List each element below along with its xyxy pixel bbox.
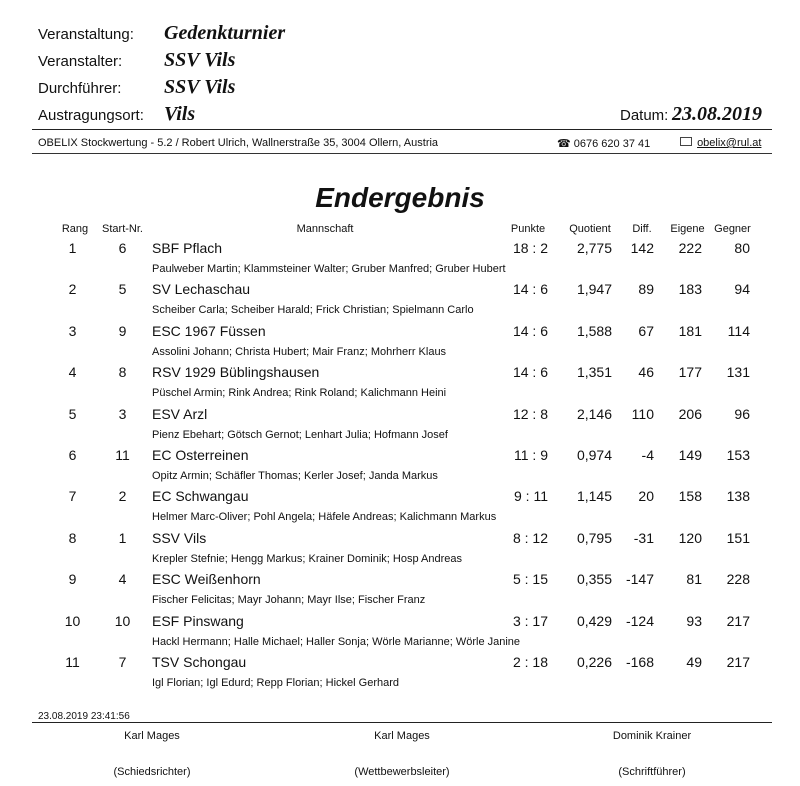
cell-eigene: 120	[678, 529, 702, 546]
cell-eigene: 93	[686, 612, 702, 629]
cell-gegner: 217	[726, 612, 750, 629]
cell-diff: 20	[638, 488, 654, 505]
cell-punkte: 9 : 11	[514, 488, 548, 505]
cell-gegner: 151	[726, 529, 750, 546]
signature-role-2: (Wettbewerbsleiter)	[354, 766, 450, 778]
cell-players: Assolini Johann; Christa Hubert; Mair Franz; Mohrherr Klaus	[152, 345, 447, 358]
cell-players: Igl Florian; Igl Edurd; Repp Florian; Hickel Gerhard	[152, 677, 399, 689]
cell-startnr: 3	[118, 405, 127, 422]
cell-punkte: 8 : 12	[512, 529, 548, 546]
col-eigene: Eigene	[670, 223, 705, 235]
signature-role-1: (Schiedsrichter)	[113, 766, 191, 778]
phone-block	[557, 137, 650, 150]
cell-diff: -147	[625, 571, 654, 588]
cell-diff: 142	[630, 240, 654, 256]
cell-eigene: 183	[678, 281, 702, 298]
cell-punkte: 14 : 6	[512, 364, 548, 381]
cell-team: SBF Pflach	[152, 240, 223, 256]
cell-rang: 8	[68, 529, 77, 546]
cell-punkte: 2 : 18	[512, 654, 548, 670]
col-quotient: Quotient	[569, 223, 611, 235]
label-austragungsort: Austragungsort:	[38, 107, 144, 124]
signature-role-3: (Schriftführer)	[618, 766, 686, 778]
cell-diff: 89	[638, 281, 654, 298]
cell-gegner: 96	[734, 405, 750, 422]
cell-startnr: 11	[115, 447, 130, 463]
cell-players: Püschel Armin; Rink Andrea; Rink Roland; Kalichmann Heini	[152, 387, 447, 400]
cell-rang: 5	[68, 405, 77, 422]
col-gegner: Gegner	[714, 223, 751, 235]
cell-rang: 7	[68, 488, 77, 505]
cell-startnr: 8	[118, 364, 127, 381]
cell-punkte: 5 : 15	[512, 571, 548, 588]
cell-team: TSV Schongau	[152, 654, 247, 670]
col-punkte: Punkte	[510, 223, 546, 235]
cell-rang: 1	[68, 240, 77, 256]
cell-team: EC Osterreinen	[152, 447, 249, 463]
phone-icon: ☎	[557, 138, 571, 150]
cell-eigene: 206	[678, 405, 702, 422]
cell-eigene: 222	[678, 240, 702, 256]
cell-team: SV Lechaschau	[152, 281, 251, 298]
cell-startnr: 2	[118, 488, 127, 505]
cell-punkte: 14 : 6	[512, 322, 548, 339]
phone-number: 0676 620 37 41	[573, 138, 651, 150]
cell-eigene: 177	[678, 364, 702, 381]
cell-team: ESV Arzl	[152, 405, 208, 422]
cell-startnr: 1	[118, 529, 127, 546]
cell-gegner: 153	[726, 447, 750, 463]
cell-quotient: 0,226	[576, 654, 612, 670]
timestamp: 23.08.2019 23:41:56	[38, 711, 130, 722]
cell-players: Hackl Hermann; Halle Michael; Haller Sonja; Wörle Marianne; Wörle Janine	[152, 635, 521, 648]
cell-team: ESC Weißenhorn	[152, 571, 261, 588]
cell-diff: 110	[631, 405, 654, 422]
cell-team: ESF Pinswang	[152, 612, 244, 629]
signature-name-3: Dominik Krainer	[612, 730, 692, 742]
mail-icon	[680, 137, 692, 146]
cell-gegner: 80	[734, 240, 750, 256]
cell-eigene: 181	[678, 322, 702, 339]
cell-players: Helmer Marc-Oliver; Pohl Angela; Häfele Andreas; Kalichmann Markus	[152, 511, 497, 524]
cell-team: SSV Vils	[152, 529, 207, 546]
cell-quotient: 0,429	[576, 612, 612, 629]
cell-eigene: 149	[678, 447, 702, 463]
cell-rang: 3	[68, 322, 77, 339]
cell-diff: -31	[633, 529, 654, 546]
cell-quotient: 0,974	[576, 447, 612, 463]
cell-quotient: 1,588	[576, 322, 612, 339]
cell-startnr: 4	[118, 571, 127, 588]
cell-rang: 6	[68, 447, 77, 463]
datum-value: 23.08.2019	[672, 103, 762, 125]
cell-gegner: 138	[726, 488, 750, 505]
email-link[interactable]: obelix@rul.at	[697, 137, 762, 149]
cell-rang: 2	[68, 281, 77, 298]
label-veranstalter: Veranstalter:	[38, 53, 123, 70]
software-info: OBELIX Stockwertung - 5.2 / Robert Ulrich, Wallnerstraße 35, 3004 Ollern, Austria	[38, 137, 439, 149]
cell-startnr: 9	[118, 322, 127, 339]
cell-quotient: 0,355	[576, 571, 612, 588]
cell-startnr: 5	[118, 281, 127, 298]
cell-gegner: 114	[727, 322, 750, 339]
cell-players: Pienz Ebehart; Götsch Gernot; Lenhart Julia; Hofmann Josef	[152, 428, 448, 441]
cell-gegner: 94	[734, 281, 750, 298]
cell-punkte: 3 : 17	[512, 612, 548, 629]
signature-name-1: Karl Mages	[124, 730, 180, 742]
cell-eigene: 81	[686, 571, 702, 588]
cell-rang: 10	[64, 612, 81, 629]
cell-punkte: 14 : 6	[512, 281, 548, 298]
value-austragungsort: Vils	[164, 103, 196, 125]
cell-quotient: 2,146	[576, 405, 612, 422]
header-rule	[32, 129, 772, 130]
cell-players: Paulweber Martin; Klammsteiner Walter; Gruber Manfred; Gruber Hubert	[152, 263, 506, 275]
cell-punkte: 18 : 2	[512, 240, 548, 256]
cell-quotient: 1,947	[576, 281, 612, 298]
cell-punkte: 11 : 9	[514, 447, 548, 463]
cell-gegner: 131	[726, 364, 750, 381]
email-block	[680, 137, 761, 149]
cell-rang: 9	[68, 571, 77, 588]
cell-startnr: 10	[114, 612, 131, 629]
bottom-rule	[32, 722, 772, 723]
cell-rang: 4	[68, 364, 77, 381]
cell-team: EC Schwangau	[152, 488, 249, 505]
col-mannschaft: Mannschaft	[296, 223, 354, 235]
cell-quotient: 2,775	[576, 240, 612, 256]
value-veranstaltung: Gedenkturnier	[164, 22, 286, 44]
cell-gegner: 228	[726, 571, 750, 588]
cell-diff: 67	[638, 322, 654, 339]
cell-team: ESC 1967 Füssen	[152, 322, 266, 339]
cell-players: Opitz Armin; Schäfler Thomas; Kerler Josef; Janda Markus	[152, 470, 438, 482]
cell-players: Fischer Felicitas; Mayr Johann; Mayr Ilse; Fischer Franz	[152, 594, 426, 607]
cell-eigene: 49	[686, 654, 702, 670]
value-durchfuehrer: SSV Vils	[164, 76, 236, 98]
col-rang: Rang	[61, 223, 89, 235]
cell-eigene: 158	[678, 488, 702, 505]
col-startnr: Start-Nr.	[102, 223, 143, 235]
cell-rang: 11	[65, 654, 80, 670]
col-diff: Diff.	[632, 223, 652, 235]
cell-players: Krepler Stefnie; Hengg Markus; Krainer Dominik; Hosp Andreas	[152, 552, 462, 565]
cell-diff: -124	[625, 612, 654, 629]
cell-quotient: 1,145	[576, 488, 612, 505]
cell-quotient: 1,351	[576, 364, 612, 381]
value-veranstalter: SSV Vils	[164, 49, 236, 71]
datum-label: Datum:	[620, 107, 669, 124]
cell-players: Scheiber Carla; Scheiber Harald; Frick Christian; Spielmann Carlo	[152, 304, 474, 317]
label-veranstaltung: Veranstaltung:	[38, 26, 134, 43]
label-durchfuehrer: Durchführer:	[38, 80, 122, 97]
signature-name-2: Karl Mages	[374, 730, 430, 742]
page-title: Endergebnis	[315, 182, 485, 213]
cell-gegner: 217	[726, 654, 750, 670]
cell-diff: -168	[625, 654, 654, 670]
cell-startnr: 7	[118, 654, 127, 670]
info-rule	[32, 153, 772, 154]
cell-startnr: 6	[118, 240, 127, 256]
cell-diff: -4	[641, 447, 654, 463]
cell-punkte: 12 : 8	[512, 405, 548, 422]
cell-quotient: 0,795	[576, 529, 612, 546]
cell-team: RSV 1929 Büblingshausen	[152, 364, 320, 381]
cell-diff: 46	[638, 364, 654, 381]
